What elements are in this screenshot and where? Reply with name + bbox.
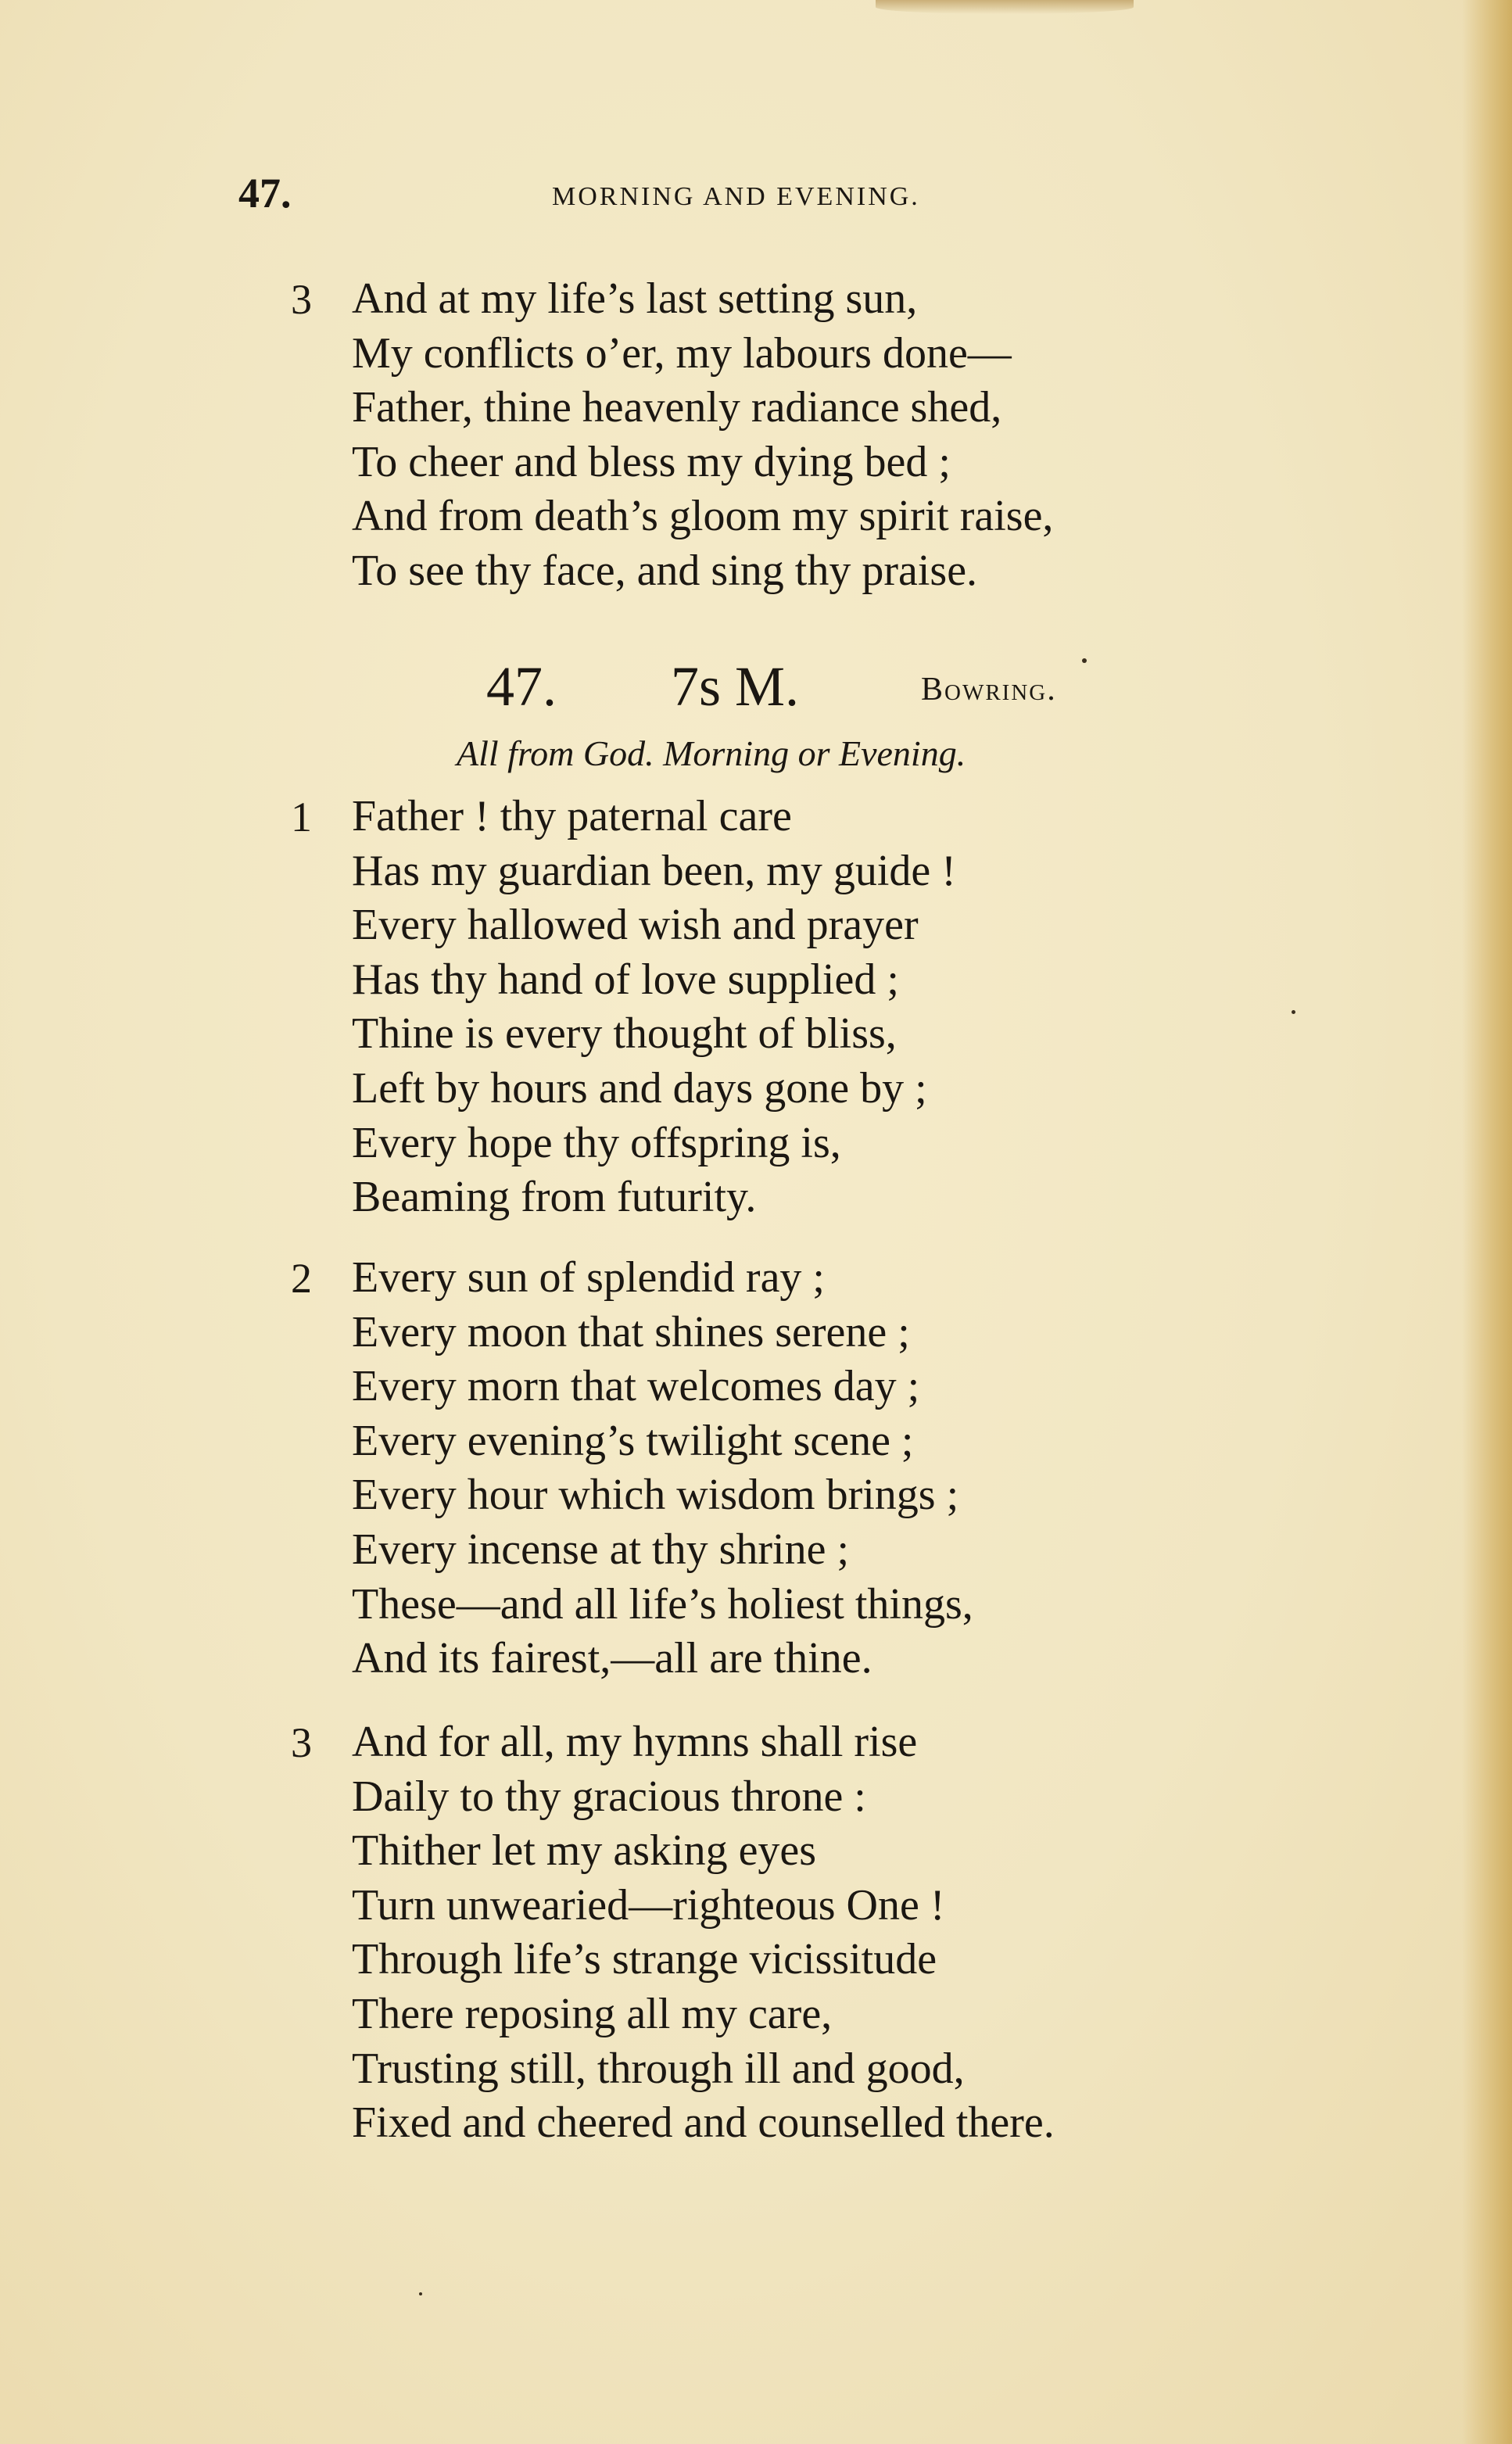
verse-line: And from death’s gloom my spirit raise,: [352, 492, 1054, 541]
verse-line: Every incense at thy shrine ;: [352, 1525, 850, 1574]
hymn-heading: [0, 655, 1512, 718]
paper-speck: [1082, 658, 1087, 663]
verse-line: Every evening’s twilight scene ;: [352, 1416, 914, 1465]
verse-line: Turn unwearied—righteous One !: [352, 1880, 945, 1930]
verse-line: Has thy hand of love supplied ;: [352, 955, 899, 1004]
verse-line: Every hallowed wish and prayer: [352, 901, 919, 950]
stanza-number: 2: [291, 1255, 312, 1302]
verse-line: Every sun of splendid ray ;: [352, 1253, 825, 1302]
hymn-number: 47.: [486, 655, 557, 718]
stanza-number: 3: [291, 276, 312, 323]
verse-line: Beaming from futurity.: [352, 1173, 757, 1222]
verse-line: Father, thine heavenly radiance shed,: [352, 383, 1002, 432]
stanza-lines: [352, 790, 956, 1225]
stanza-number: 1: [291, 794, 312, 840]
paper-speck: [1292, 1010, 1295, 1014]
hymn-subtitle: All from God. Morning or Evening.: [457, 733, 966, 773]
hymn-meter: 7s M.: [671, 655, 800, 718]
verse-line: Every moon that shines serene ;: [352, 1307, 910, 1356]
verse-line: Every morn that welcomes day ;: [352, 1362, 920, 1411]
verse-line: Thine is every thought of bliss,: [352, 1009, 897, 1059]
paper-speck: [419, 2292, 422, 2295]
verse-line: To cheer and bless my dying bed ;: [352, 437, 951, 486]
hymn-author: Bowring.: [921, 672, 1057, 708]
running-title: MORNING AND EVENING.: [552, 182, 920, 211]
verse-line: Trusting still, through ill and good,: [352, 2044, 965, 2093]
verse-line: And for all, my hymns shall rise: [352, 1718, 918, 1766]
verse-line: Fixed and cheered and counselled there.: [352, 2098, 1055, 2148]
page-edge-shadow: [1462, 0, 1512, 2444]
verse-line: Every hope thy offspring is,: [352, 1118, 841, 1167]
verse-line: And at my life’s last setting sun,: [352, 274, 918, 323]
verse-line: Every hour which wisdom brings ;: [352, 1471, 959, 1520]
paper-stain: [876, 0, 1134, 14]
verse-line: And its fairest,—all are thine.: [352, 1634, 872, 1683]
verse-line: These—and all life’s holiest things,: [352, 1579, 973, 1629]
page-number: 47.: [238, 170, 292, 217]
verse-line: To see thy face, and sing thy praise.: [352, 546, 978, 595]
stanza-lines: [352, 1251, 973, 1686]
verse-line: My conflicts o’er, my labours done—: [352, 328, 1012, 378]
running-head: [0, 166, 1512, 220]
stanza-lines: [352, 272, 1053, 599]
verse-line: There reposing all my care,: [352, 1989, 833, 2038]
stanza-number: 3: [291, 1719, 312, 1766]
stanza-lines: [352, 1715, 1055, 2151]
verse-line: Father ! thy paternal care: [352, 792, 792, 840]
verse-line: Daily to thy gracious throne :: [352, 1772, 866, 1821]
verse-line: Through life’s strange vicissitude: [352, 1935, 937, 1984]
verse-line: Thither let my asking eyes: [352, 1826, 817, 1876]
verse-line: Has my guardian been, my guide !: [352, 846, 956, 895]
verse-line: Left by hours and days gone by ;: [352, 1063, 927, 1113]
